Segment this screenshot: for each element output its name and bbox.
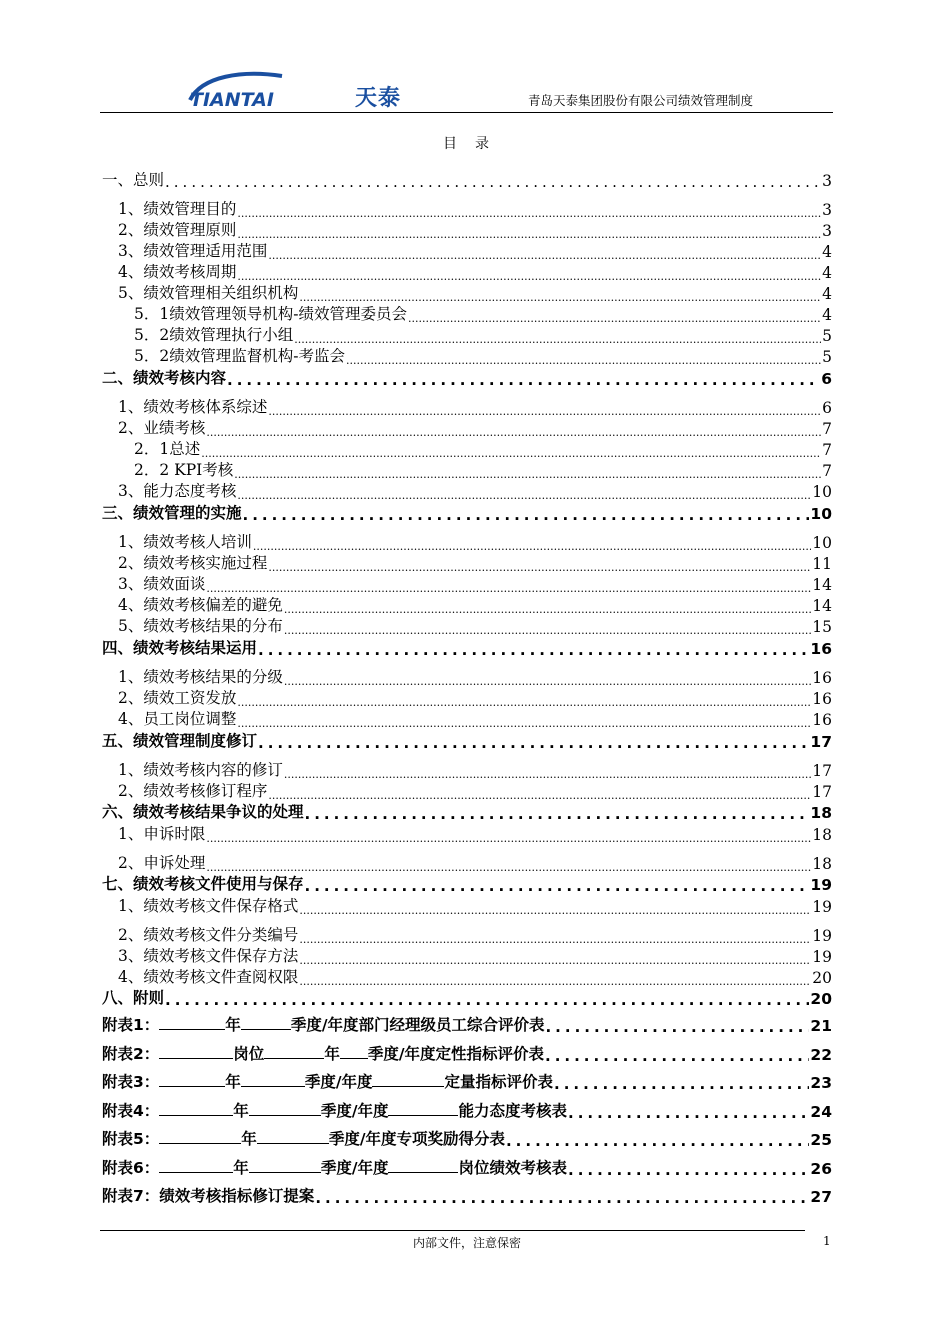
toc-entry[interactable] (102, 688, 832, 708)
appendix-entry-page: 25 (810, 1131, 832, 1149)
toc-entry-page: 16 (810, 640, 832, 658)
toc-leader-dots (568, 1163, 809, 1178)
toc-entry-page: 3 (822, 172, 832, 190)
toc-entry[interactable] (102, 532, 832, 552)
fill-in-blank (241, 1015, 291, 1030)
toc-entry-title: 1、绩效管理目的 (118, 200, 237, 218)
toc-leader-dots (299, 905, 811, 916)
toc-entry-page: 14 (812, 576, 832, 594)
toc-leader-dots (237, 229, 821, 240)
toc-leader-dots (253, 541, 811, 552)
toc-entry-title: 2．2 KPI考核 (134, 461, 234, 479)
fill-in-blank (159, 1101, 233, 1116)
toc-leader-dots (545, 1049, 809, 1064)
toc-entry[interactable] (102, 325, 832, 345)
appendix-entry-page: 21 (810, 1017, 832, 1035)
toc-entry-title: 3、绩效考核文件保存方法 (118, 947, 299, 965)
toc-entry[interactable] (102, 574, 832, 594)
toc-entry-page: 19 (812, 948, 832, 966)
appendix-title-part: 季度/年度定性指标评价表 (367, 1045, 544, 1063)
toc-entry-page: 4 (822, 243, 832, 261)
appendix-prefix: 附表6： (102, 1159, 160, 1177)
toc-entry-page: 6 (821, 370, 832, 388)
appendix-entry-title (102, 1127, 505, 1149)
toc-leader-dots (237, 271, 821, 282)
toc-entry-page: 4 (822, 306, 832, 324)
toc-entry[interactable] (102, 802, 832, 822)
appendix-prefix: 附表3： (102, 1073, 160, 1091)
appendix-title-part: 年 (233, 1102, 249, 1120)
appendix-prefix: 附表1： (102, 1016, 160, 1034)
appendix-entry[interactable] (102, 1129, 832, 1149)
toc-entry-title: 2、绩效考核修订程序 (118, 782, 268, 800)
toc-entry-page: 16 (812, 711, 832, 729)
toc-entry[interactable] (102, 896, 832, 916)
fill-in-blank (257, 1129, 329, 1144)
toc-entry-page: 18 (812, 855, 832, 873)
toc-entry-title: 5．2绩效管理监督机构-考监会 (134, 347, 345, 365)
toc-leader-dots (206, 583, 811, 594)
fill-in-blank (249, 1101, 321, 1116)
toc-entry-page: 5 (822, 327, 832, 345)
appendix-title-part: 季度/年度部门经理级员工综合评价表 (290, 1016, 545, 1034)
page-header (100, 66, 833, 113)
toc-leader-dots (258, 736, 809, 751)
toc-entry[interactable] (102, 988, 832, 1008)
toc-entry[interactable] (102, 638, 832, 658)
appendix-prefix: 附表5： (102, 1130, 160, 1148)
appendix-title-part: 定量指标评价表 (444, 1073, 553, 1091)
toc-entry[interactable] (102, 925, 832, 945)
fill-in-blank (340, 1044, 368, 1059)
appendix-title-part: 年 (233, 1159, 249, 1177)
toc-entry-title: 5、绩效考核结果的分布 (118, 617, 283, 635)
appendix-title-part: 年 (225, 1016, 241, 1034)
fill-in-blank (159, 1129, 241, 1144)
toc-entry-title: 3、能力态度考核 (118, 482, 237, 500)
toc-entry-page: 5 (822, 348, 832, 366)
toc-entry[interactable] (102, 967, 832, 987)
toc-leader-dots (506, 1134, 809, 1149)
fill-in-blank (159, 1044, 233, 1059)
appendix-entry-title (102, 1013, 544, 1035)
toc-entry-title: 1、绩效考核体系综述 (118, 398, 268, 416)
toc-leader-dots (268, 562, 811, 573)
toc-leader-dots (243, 508, 810, 523)
toc-entry-page: 6 (822, 399, 832, 417)
toc-leader-dots (237, 490, 811, 501)
toc-entry[interactable] (102, 439, 832, 459)
fill-in-blank (372, 1072, 444, 1087)
toc-entry-title: 八、附则 (102, 989, 165, 1007)
toc-entry[interactable] (102, 418, 832, 438)
toc-entry[interactable] (102, 481, 832, 501)
toc-leader-dots (165, 993, 809, 1008)
toc-entry-title: 1、绩效考核人培训 (118, 533, 252, 551)
toc-entry[interactable] (102, 304, 832, 324)
fill-in-blank (159, 1015, 225, 1030)
appendix-title-part: 能力态度考核表 (458, 1102, 567, 1120)
appendix-title-part: 绩效考核指标修订提案 (159, 1187, 315, 1205)
fill-in-blank (388, 1158, 458, 1173)
toc-leader-dots (284, 769, 811, 780)
page-number: 1 (823, 1234, 831, 1248)
toc-entry-title: 2、申诉处理 (118, 854, 206, 872)
toc-entry[interactable] (102, 397, 832, 417)
appendix-entry[interactable] (102, 1101, 832, 1121)
toc-leader-dots (545, 1020, 809, 1035)
toc-entry-page: 20 (810, 990, 832, 1008)
fill-in-blank (241, 1072, 305, 1087)
toc-entry-title: 3、绩效管理适用范围 (118, 242, 268, 260)
fill-in-blank (388, 1101, 458, 1116)
fill-in-blank (159, 1158, 233, 1173)
fill-in-blank (249, 1158, 321, 1173)
toc-leader-dots (284, 676, 811, 687)
toc-entry[interactable] (102, 220, 832, 240)
toc-entry-page: 19 (810, 876, 832, 894)
toc-entry-page: 11 (812, 555, 832, 573)
toc-entry-page: 17 (812, 783, 832, 801)
toc-leader-dots (554, 1077, 809, 1092)
toc-leader-dots (294, 334, 821, 345)
toc-entry-page: 18 (812, 826, 832, 844)
toc-entry[interactable] (102, 368, 832, 388)
toc-leader-dots (237, 718, 811, 729)
toc-entry[interactable] (102, 616, 832, 636)
toc-entry[interactable] (102, 709, 832, 729)
appendix-title-part: 年 (225, 1073, 241, 1091)
toc-entry-title: 5、绩效管理相关组织机构 (118, 284, 299, 302)
toc-entry-title: 2．1总述 (134, 440, 201, 458)
toc-entry-title: 1、申诉时限 (118, 825, 206, 843)
toc-leader-dots (268, 790, 811, 801)
toc-entry-title: 六、绩效考核结果争议的处理 (102, 803, 304, 821)
appendix-entry-page: 27 (810, 1188, 832, 1206)
toc-entry[interactable] (102, 874, 832, 894)
toc-entry[interactable] (102, 460, 832, 480)
toc-leader-dots (299, 934, 811, 945)
toc-entry-page: 19 (812, 898, 832, 916)
toc-entry[interactable] (102, 853, 832, 873)
toc-entry-title: 4、绩效考核文件查阅权限 (118, 968, 299, 986)
toc-leader-dots (299, 955, 811, 966)
toc-leader-dots (227, 373, 820, 388)
toc-leader-dots (568, 1106, 809, 1121)
toc-entry[interactable] (102, 667, 832, 687)
toc-entry[interactable] (102, 824, 832, 844)
footer-text: 内部文件，注意保密 (412, 1236, 521, 1250)
toc-entry[interactable] (102, 241, 832, 261)
toc-entry-title: 2、绩效工资发放 (118, 689, 237, 707)
toc-entry-page: 14 (812, 597, 832, 615)
appendix-entry-page: 23 (810, 1074, 832, 1092)
toc-entry-page: 4 (822, 285, 832, 303)
appendix-entry-page: 26 (810, 1160, 832, 1178)
toc-entry-title: 3、绩效面谈 (118, 575, 206, 593)
toc-entry-page: 17 (812, 762, 832, 780)
toc-entry[interactable] (102, 595, 832, 615)
appendix-title-part: 季度/年度 (304, 1073, 373, 1091)
toc-entry-title: 2、绩效管理原则 (118, 221, 237, 239)
toc-leader-dots (201, 448, 821, 459)
toc-entry-title: 2、绩效考核实施过程 (118, 554, 268, 572)
toc-leader-dots (206, 833, 811, 844)
toc-entry-title: 七、绩效考核文件使用与保存 (102, 875, 304, 893)
header-title: 青岛天泰集团股份有限公司绩效管理制度 (527, 93, 753, 108)
appendix-entry-title (102, 1099, 567, 1121)
toc-leader-dots (268, 406, 821, 417)
toc-entry-title: 1、绩效考核文件保存格式 (118, 897, 299, 915)
logo-text: 天泰 (355, 86, 402, 111)
toc-entry[interactable] (102, 283, 832, 303)
tiantai-logo (182, 70, 342, 110)
appendix-entry[interactable] (102, 1186, 832, 1206)
toc-leader-dots (284, 625, 811, 636)
appendix-entry[interactable] (102, 1072, 832, 1092)
appendix-title-part: 季度/年度 (320, 1102, 389, 1120)
toc-entry-page: 17 (810, 733, 832, 751)
appendix-title-part: 年 (324, 1045, 340, 1063)
appendix-entry[interactable] (102, 1044, 832, 1064)
appendix-title-part: 岗位 (233, 1045, 265, 1063)
toc-entry-title: 二、绩效考核内容 (102, 369, 227, 387)
appendix-entry-title (102, 1156, 567, 1178)
toc-entry[interactable] (102, 781, 832, 801)
toc-entry-title: 2、绩效考核文件分类编号 (118, 926, 299, 944)
toc-entry-title: 5．2绩效管理执行小组 (134, 326, 294, 344)
toc-leader-dots (237, 697, 811, 708)
toc-entry-title: 4、员工岗位调整 (118, 710, 237, 728)
toc-leader-dots (408, 313, 821, 324)
toc-entry-title: 4、绩效考核偏差的避免 (118, 596, 283, 614)
toc-leader-dots (165, 175, 821, 190)
toc-leader-dots (268, 250, 821, 261)
appendix-title-part: 季度/年度 (320, 1159, 389, 1177)
toc-entry[interactable] (102, 503, 832, 523)
toc-leader-dots (284, 604, 811, 615)
toc-entry-page: 19 (812, 927, 832, 945)
toc-entry-title: 五、绩效管理制度修订 (102, 732, 258, 750)
toc-entry-page: 10 (812, 534, 832, 552)
toc-entry[interactable] (102, 262, 832, 282)
toc-entry[interactable] (102, 760, 832, 780)
appendix-entry-title (102, 1184, 314, 1206)
appendix-entry[interactable] (102, 1015, 832, 1035)
toc-entry-page: 15 (812, 618, 832, 636)
toc-entry[interactable] (102, 946, 832, 966)
appendix-title-part: 岗位绩效考核表 (458, 1159, 567, 1177)
toc-entry[interactable] (102, 553, 832, 573)
toc-leader-dots (237, 208, 821, 219)
toc-entry[interactable] (102, 199, 832, 219)
toc-entry-title: 4、绩效考核周期 (118, 263, 237, 281)
toc-entry[interactable] (102, 731, 832, 751)
appendix-entry-page: 22 (810, 1046, 832, 1064)
toc-entry[interactable] (102, 346, 832, 366)
toc-entry-page: 20 (812, 969, 832, 987)
toc-entry-title: 1、绩效考核内容的修订 (118, 761, 283, 779)
appendix-entry-page: 24 (810, 1103, 832, 1121)
toc-entry-title: 一、总则 (102, 171, 165, 189)
toc-entry[interactable] (102, 170, 832, 190)
toc-entry-page: 7 (822, 462, 832, 480)
footer-divider (100, 1230, 805, 1231)
appendix-prefix: 附表2： (102, 1045, 160, 1063)
toc-entry-title: 1、绩效考核结果的分级 (118, 668, 283, 686)
toc-entry-page: 10 (812, 483, 832, 501)
fill-in-blank (159, 1072, 225, 1087)
toc-entry-page: 16 (812, 669, 832, 687)
toc-entry-title: 三、绩效管理的实施 (102, 504, 242, 522)
toc-entry-page: 10 (810, 505, 832, 523)
toc-entry-title: 四、绩效考核结果运用 (102, 639, 258, 657)
toc-entry-page: 3 (822, 201, 832, 219)
appendix-entry[interactable] (102, 1158, 832, 1178)
appendix-prefix: 附表7： (102, 1187, 160, 1205)
toc-leader-dots (299, 976, 811, 987)
toc-leader-dots (305, 879, 810, 894)
toc-entry-page: 16 (812, 690, 832, 708)
toc-leader-dots (305, 807, 810, 822)
toc-leader-dots (206, 427, 821, 438)
appendix-prefix: 附表4： (102, 1102, 160, 1120)
toc-title: 目录 (443, 136, 507, 152)
fill-in-blank (264, 1044, 324, 1059)
toc-entry-page: 3 (822, 222, 832, 240)
toc-entry-page: 7 (822, 420, 832, 438)
toc-entry-title: 2、业绩考核 (118, 419, 206, 437)
appendix-entry-title (102, 1070, 553, 1092)
logo-latin-text: TIANTAI (190, 89, 274, 110)
toc-entry-page: 7 (822, 441, 832, 459)
appendix-title-part: 季度/年度专项奖励得分表 (328, 1130, 505, 1148)
toc-leader-dots (315, 1191, 809, 1206)
toc-entry-page: 4 (822, 264, 832, 282)
toc-entry-title: 5．1绩效管理领导机构-绩效管理委员会 (134, 305, 407, 323)
toc-leader-dots (346, 355, 821, 366)
toc-leader-dots (258, 643, 809, 658)
toc-leader-dots (234, 469, 821, 480)
appendix-entry-title (102, 1042, 544, 1064)
appendix-title-part: 年 (241, 1130, 257, 1148)
toc-entry-page: 18 (810, 804, 832, 822)
